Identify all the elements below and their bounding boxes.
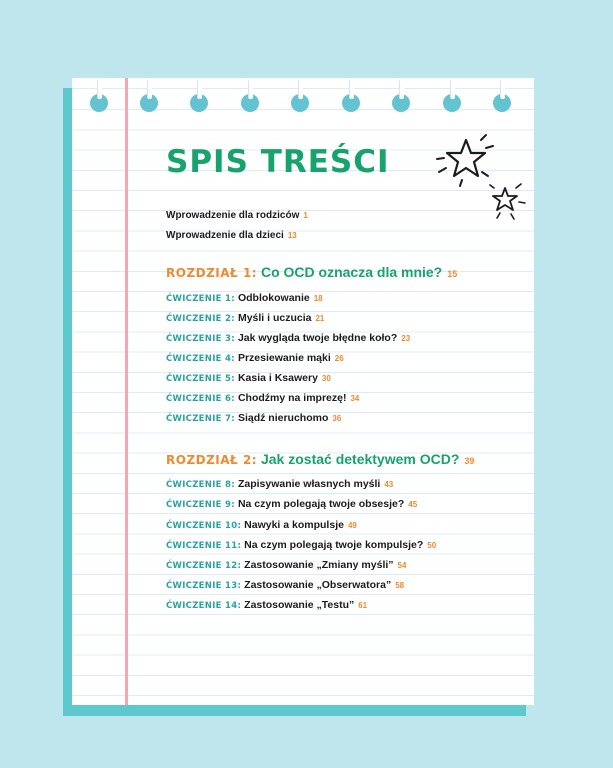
toc-page-number: 36 xyxy=(332,414,342,423)
chapter-title: Co OCD oznacza dla mnie? xyxy=(260,264,443,280)
exercise-label: ĆWICZENIE 3: xyxy=(166,334,235,344)
toc-page-number: 23 xyxy=(401,334,411,343)
exercise-label: ĆWICZENIE 7: xyxy=(166,414,235,424)
toc-chapter-heading[interactable] xyxy=(166,451,474,467)
toc-page-number: 1 xyxy=(303,211,308,220)
spiral-ring-icon xyxy=(443,94,461,112)
toc-exercise-item[interactable] xyxy=(166,412,341,424)
toc-exercise-item[interactable] xyxy=(166,519,357,531)
exercise-title: Na czym polegają twoje obsesje? xyxy=(237,498,405,510)
toc-intro-label: Wprowadzenie dla dzieci xyxy=(166,230,284,241)
notebook-page xyxy=(72,78,534,705)
toc-page-number: 61 xyxy=(358,601,368,610)
spiral-ring-icon xyxy=(90,94,108,112)
toc-exercise-item[interactable] xyxy=(166,332,410,344)
exercise-label: ĆWICZENIE 11: xyxy=(166,541,242,551)
chapter-label: ROZDZIAŁ 2: xyxy=(166,453,258,467)
exercise-title: Chodźmy na imprezę! xyxy=(237,392,347,404)
toc-chapter-heading[interactable] xyxy=(166,264,457,280)
spiral-ring-icon xyxy=(392,94,410,112)
chapter-label: ROZDZIAŁ 1: xyxy=(166,266,258,280)
exercise-title: Myśli i uczucia xyxy=(237,312,312,324)
exercise-title: Na czym polegają twoje kompulsje? xyxy=(244,539,424,551)
spiral-ring-icon xyxy=(241,94,259,112)
exercise-label: ĆWICZENIE 4: xyxy=(166,354,235,364)
toc-page-number: 50 xyxy=(427,541,437,550)
exercise-title: Zastosowanie „Obserwatora” xyxy=(244,579,392,591)
toc-page-number: 13 xyxy=(287,231,297,240)
toc-page-number: 34 xyxy=(350,394,360,403)
exercise-title: Zastosowanie „Zmiany myśli” xyxy=(244,559,394,571)
spiral-ring-icon xyxy=(342,94,360,112)
exercise-label: ĆWICZENIE 8: xyxy=(166,480,235,490)
star-icon xyxy=(447,140,485,176)
toc-page-number: 49 xyxy=(347,521,357,530)
spiral-ring-icon xyxy=(493,94,511,112)
spiral-ring-icon xyxy=(291,94,309,112)
exercise-label: ĆWICZENIE 1: xyxy=(166,294,235,304)
toc-page-number: 26 xyxy=(334,354,344,363)
exercise-label: ĆWICZENIE 10: xyxy=(166,521,242,531)
toc-page-number: 18 xyxy=(313,294,323,303)
exercise-title: Kasia i Ksawery xyxy=(237,372,318,384)
exercise-title: Odblokowanie xyxy=(237,292,310,304)
toc-page-number: 15 xyxy=(447,269,458,279)
spiral-ring-icon xyxy=(190,94,208,112)
toc-exercise-item[interactable] xyxy=(166,292,323,304)
toc-page-number: 21 xyxy=(315,314,325,323)
exercise-label: ĆWICZENIE 12: xyxy=(166,561,242,571)
toc-exercise-item[interactable] xyxy=(166,559,406,571)
toc-intro-item[interactable] xyxy=(166,230,297,241)
toc-exercise-item[interactable] xyxy=(166,539,436,551)
toc-exercise-item[interactable] xyxy=(166,372,331,384)
toc-page-number: 39 xyxy=(464,456,475,466)
toc-exercise-item[interactable] xyxy=(166,498,417,510)
exercise-label: ĆWICZENIE 5: xyxy=(166,374,235,384)
toc-page-number: 58 xyxy=(395,581,405,590)
star-icon xyxy=(493,188,517,210)
exercise-label: ĆWICZENIE 2: xyxy=(166,314,235,324)
exercise-title: Nawyki a kompulsje xyxy=(244,519,344,531)
chapter-title: Jak zostać detektywem OCD? xyxy=(260,451,460,467)
toc-intro-label: Wprowadzenie dla rodziców xyxy=(166,210,300,221)
exercise-title: Siądź nieruchomo xyxy=(237,412,329,424)
exercise-label: ĆWICZENIE 9: xyxy=(166,500,235,510)
exercise-label: ĆWICZENIE 14: xyxy=(166,601,242,611)
toc-exercise-item[interactable] xyxy=(166,599,367,611)
stars-decoration xyxy=(434,132,534,232)
exercise-title: Jak wygląda twoje błędne koło? xyxy=(237,332,398,344)
toc-intro-item[interactable] xyxy=(166,210,308,221)
spiral-ring-icon xyxy=(140,94,158,112)
toc-page-number: 43 xyxy=(384,480,394,489)
exercise-label: ĆWICZENIE 13: xyxy=(166,581,242,591)
toc-exercise-item[interactable] xyxy=(166,352,344,364)
toc-exercise-item[interactable] xyxy=(166,478,393,490)
toc-exercise-item[interactable] xyxy=(166,579,404,591)
spiral-binding xyxy=(72,78,534,118)
page-title: SPIS TREŚCI xyxy=(166,144,390,180)
exercise-label: ĆWICZENIE 6: xyxy=(166,394,235,404)
toc-page-number: 45 xyxy=(408,500,418,509)
margin-line xyxy=(125,78,128,705)
exercise-title: Zastosowanie „Testu” xyxy=(244,599,355,611)
toc-exercise-item[interactable] xyxy=(166,312,324,324)
toc-page-number: 30 xyxy=(321,374,331,383)
exercise-title: Przesiewanie mąki xyxy=(237,352,331,364)
toc-exercise-item[interactable] xyxy=(166,392,359,404)
toc-page-number: 54 xyxy=(397,561,407,570)
exercise-title: Zapisywanie własnych myśli xyxy=(237,478,381,490)
